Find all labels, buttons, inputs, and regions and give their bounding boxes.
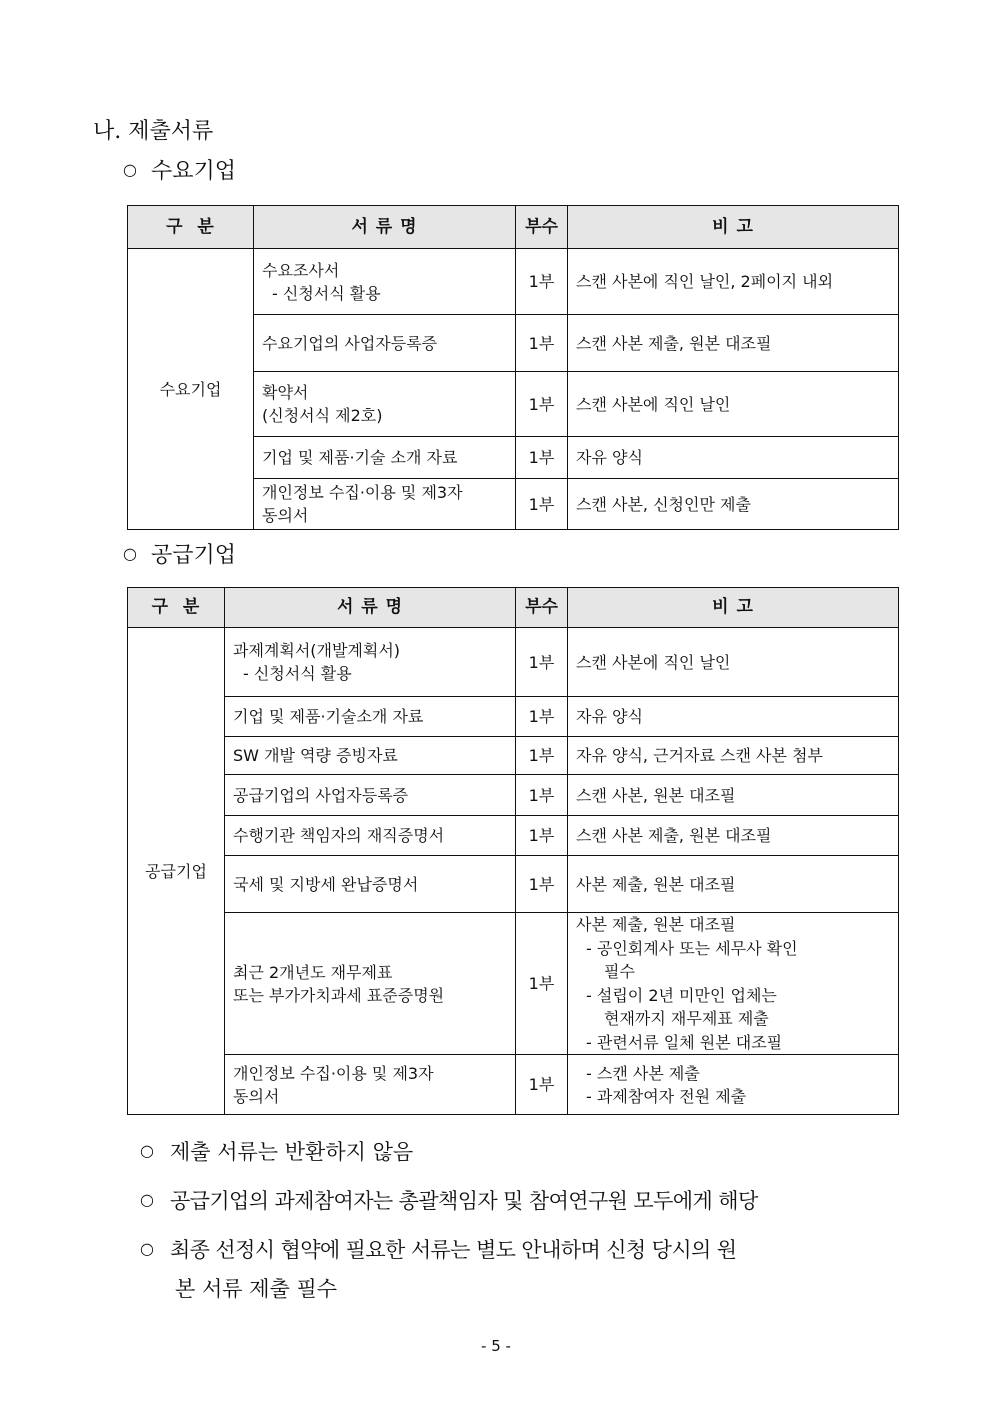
header-count: 부수: [516, 588, 568, 628]
doc-line: - 신청서식 활용: [243, 664, 352, 683]
table-row: [128, 249, 899, 315]
subsection-supply-title: [123, 538, 236, 569]
table-row: [128, 816, 899, 856]
count-cell: 1부: [516, 315, 568, 372]
note-cell: 스캔 사본에 직인 날인: [568, 628, 899, 697]
document-cell: 수요기업의 사업자등록증: [254, 315, 516, 372]
header-document: 서 류 명: [254, 206, 516, 249]
count-cell: 1부: [516, 1055, 568, 1115]
table-header-row: [128, 588, 899, 628]
header-category: 구 분: [128, 588, 225, 628]
header-note: 비 고: [568, 588, 899, 628]
note-cell: 스캔 사본에 직인 날인: [568, 372, 899, 437]
count-cell: 1부: [516, 372, 568, 437]
count-cell: 1부: [516, 816, 568, 856]
note-cell: 사본 제출, 원본 대조필: [568, 856, 899, 913]
note-cell: 스캔 사본, 신청인만 제출: [568, 479, 899, 530]
note-cell: 자유 양식: [568, 437, 899, 479]
count-cell: 1부: [516, 628, 568, 697]
table-row: [128, 856, 899, 913]
table-row: [128, 913, 899, 1055]
note-item-continuation: [175, 1273, 337, 1303]
note-cell: 자유 양식, 근거자료 스캔 사본 첨부: [568, 737, 899, 775]
table-row: [128, 628, 899, 697]
count-cell: 1부: [516, 437, 568, 479]
doc-line: 개인정보 수집·이용 및 제3자: [262, 483, 463, 502]
doc-line: 최근 2개년도 재무제표: [233, 962, 393, 982]
note-line: - 관련서류 일체 원본 대조필: [586, 1032, 783, 1052]
note-cell: [568, 1055, 899, 1115]
document-cell: [225, 628, 516, 697]
document-cell: 국세 및 지방세 완납증명서: [225, 856, 516, 913]
doc-line: - 신청서식 활용: [272, 283, 381, 303]
bullet-circle-icon: ○: [123, 544, 137, 563]
note-cell: 스캔 사본 제출, 원본 대조필: [568, 315, 899, 372]
page-number: - 5 -: [481, 1337, 511, 1355]
note-line: - 설립이 2년 미만인 업체는: [586, 985, 777, 1005]
document-cell: SW 개발 역량 증빙자료: [225, 737, 516, 775]
note-item: [140, 1136, 413, 1166]
note-text: 최종 선정시 협약에 필요한 서류는 별도 안내하며 신청 당시의 원: [169, 1238, 737, 1262]
document-cell: 수행기관 책임자의 재직증명서: [225, 816, 516, 856]
table-row: [128, 1055, 899, 1115]
note-cell: 스캔 사본 제출, 원본 대조필: [568, 816, 899, 856]
bullet-circle-icon: ○: [123, 160, 137, 179]
bullet-circle-icon: ○: [140, 1190, 154, 1209]
note-text: 제출 서류는 반환하지 않음: [169, 1140, 414, 1164]
note-item: [140, 1185, 758, 1215]
note-line: - 공인회계사 또는 세무사 확인: [586, 938, 798, 958]
note-line: 사본 제출, 원본 대조필: [576, 915, 736, 934]
header-category: 구 분: [128, 206, 254, 249]
header-count: 부수: [516, 206, 568, 249]
count-cell: 1부: [516, 249, 568, 315]
bullet-circle-icon: ○: [140, 1239, 154, 1258]
doc-line: 수요조사서: [262, 260, 340, 280]
note-text: 공급기업의 과제참여자는 총괄책임자 및 참여연구원 모두에게 해당: [169, 1189, 758, 1213]
note-line: - 스캔 사본 제출: [586, 1063, 700, 1083]
document-cell: [254, 479, 516, 530]
doc-line: 또는 부가가치과세 표준증명원: [233, 985, 445, 1005]
count-cell: 1부: [516, 737, 568, 775]
note-cell: 자유 양식: [568, 697, 899, 737]
count-cell: 1부: [516, 913, 568, 1055]
document-cell: [254, 249, 516, 315]
category-cell: 수요기업: [128, 249, 254, 530]
note-line: 현재까지 재무제표 제출: [604, 1009, 769, 1028]
note-cell: 스캔 사본에 직인 날인, 2페이지 내외: [568, 249, 899, 315]
table-row: [128, 697, 899, 737]
category-cell: 공급기업: [128, 628, 225, 1115]
document-cell: [225, 913, 516, 1055]
supply-title-text: 공급기업: [150, 543, 236, 568]
demand-documents-table: [127, 205, 899, 530]
table-header-row: [128, 206, 899, 249]
note-cell: [568, 913, 899, 1055]
header-note: 비 고: [568, 206, 899, 249]
note-item: [140, 1234, 736, 1264]
count-cell: 1부: [516, 856, 568, 913]
note-text: 본 서류 제출 필수: [175, 1277, 338, 1301]
doc-line: 확약서: [262, 383, 309, 402]
table-row: [128, 737, 899, 775]
note-line: - 과제참여자 전원 제출: [586, 1086, 747, 1106]
bullet-circle-icon: ○: [140, 1141, 154, 1160]
section-heading: 나. 제출서류: [93, 119, 214, 144]
doc-line: 동의서: [262, 506, 309, 525]
document-cell: [254, 372, 516, 437]
doc-line: 동의서: [233, 1086, 280, 1106]
count-cell: 1부: [516, 479, 568, 530]
count-cell: 1부: [516, 697, 568, 737]
note-cell: 스캔 사본, 원본 대조필: [568, 775, 899, 816]
document-cell: 공급기업의 사업자등록증: [225, 775, 516, 816]
doc-line: (신청서식 제2호): [262, 406, 383, 425]
supply-documents-table: [127, 587, 899, 1115]
document-cell: 기업 및 제품·기술소개 자료: [225, 697, 516, 737]
header-document: 서 류 명: [225, 588, 516, 628]
demand-title-text: 수요기업: [150, 159, 236, 184]
table-row: [128, 775, 899, 816]
subsection-demand-title: [123, 154, 236, 185]
document-cell: 기업 및 제품·기술 소개 자료: [254, 437, 516, 479]
note-line: 필수: [604, 962, 635, 981]
document-cell: [225, 1055, 516, 1115]
doc-line: 과제계획서(개발계획서): [233, 641, 401, 660]
doc-line: 개인정보 수집·이용 및 제3자: [233, 1063, 434, 1083]
count-cell: 1부: [516, 775, 568, 816]
